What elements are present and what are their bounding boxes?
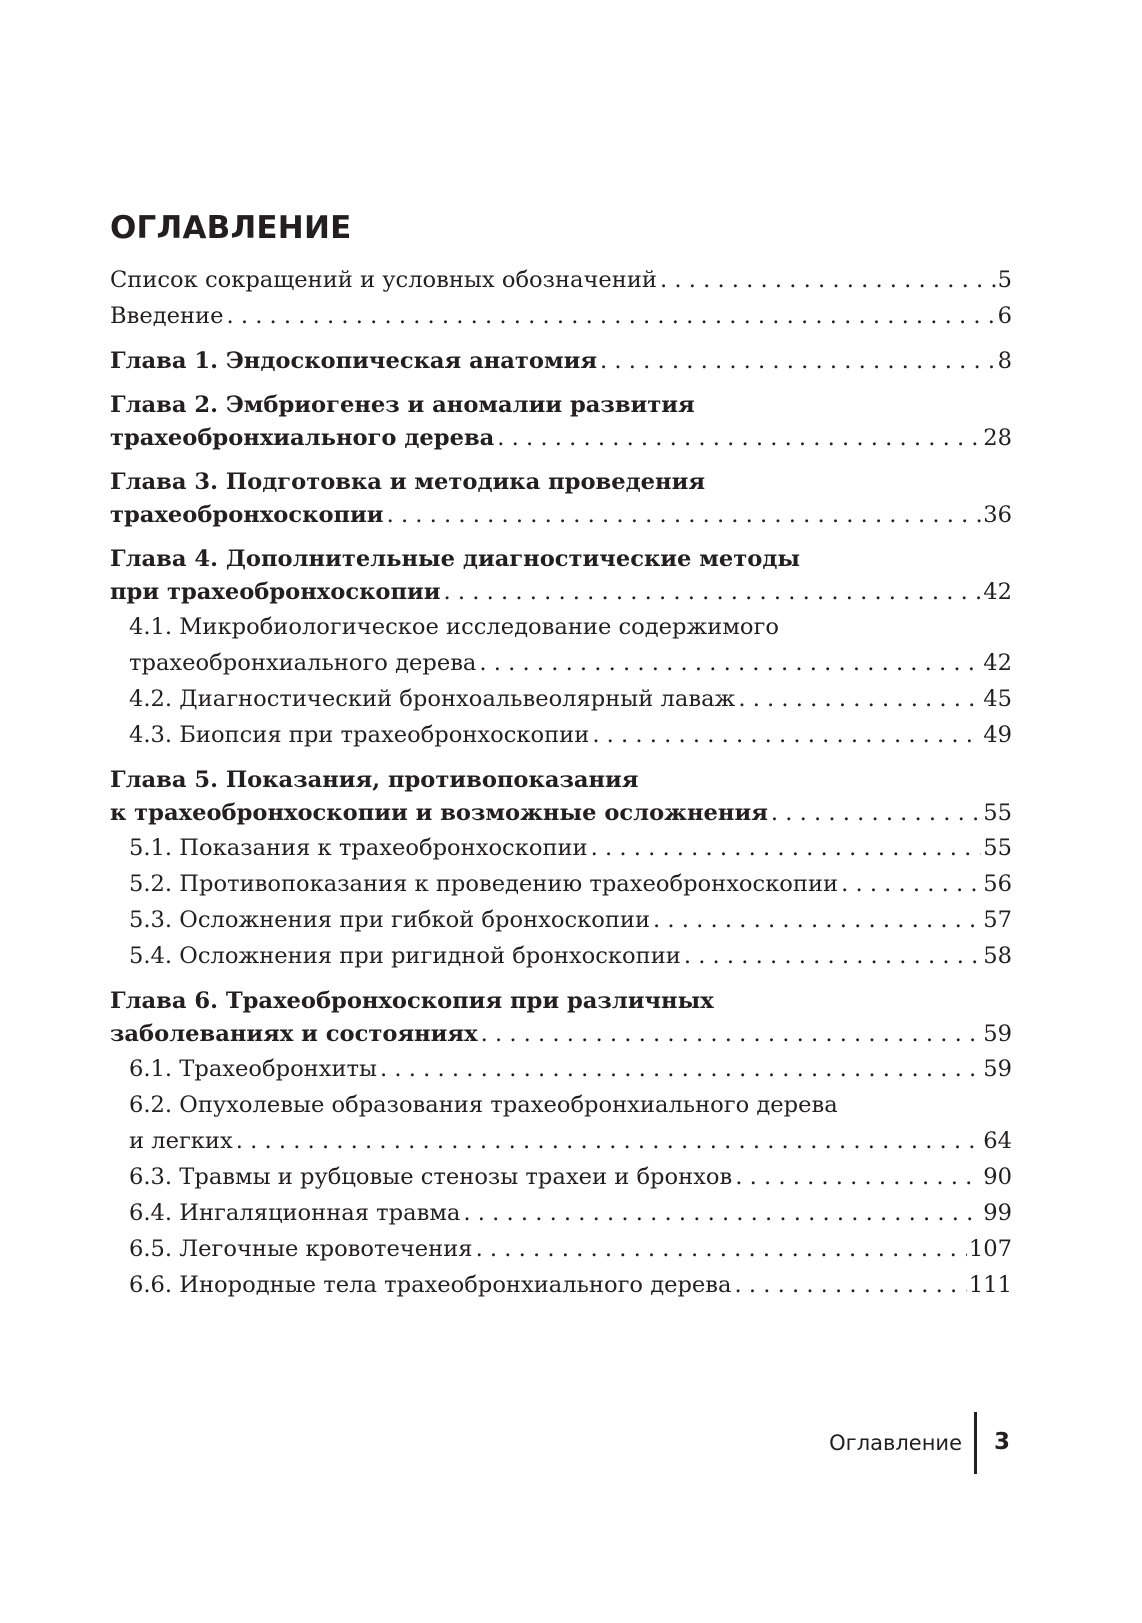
toc-entry-title: 6.3. Травмы и рубцовые стенозы трахеи и бронхов xyxy=(129,1164,733,1190)
toc-page-number: 90 xyxy=(983,1164,1012,1190)
table-of-contents xyxy=(110,262,1012,1303)
dot-leader xyxy=(441,576,982,609)
toc-page-number: 6 xyxy=(997,303,1012,329)
toc-entry-title-line2: к трахеобронхоскопии и возможные осложнения xyxy=(110,800,768,826)
page-number: 3 xyxy=(994,1429,1011,1455)
toc-chapter-2[interactable] xyxy=(110,389,1012,455)
dot-leader xyxy=(735,681,981,717)
dot-leader xyxy=(657,262,996,298)
toc-section-6-6[interactable] xyxy=(110,1267,1012,1303)
dot-leader xyxy=(597,345,996,378)
dot-leader xyxy=(838,866,981,902)
toc-entry-title-line1: Глава 5. Показания, противопоказания xyxy=(110,767,639,793)
dot-leader xyxy=(223,298,995,334)
page-title: ОГЛАВЛЕНИЕ xyxy=(110,210,352,246)
toc-entry-title-line1: 4.1. Микробиологическое исследование содержимого xyxy=(129,614,779,640)
toc-section-6-1[interactable] xyxy=(110,1051,1012,1087)
dot-leader xyxy=(473,1231,967,1267)
toc-page-number: 111 xyxy=(968,1272,1012,1298)
toc-section-5-4[interactable] xyxy=(110,938,1012,974)
dot-leader xyxy=(377,1051,981,1087)
toc-entry-title-line1: Глава 4. Дополнительные диагностические методы xyxy=(110,546,801,572)
toc-page-number: 99 xyxy=(983,1200,1012,1226)
toc-chapter-6[interactable] xyxy=(110,985,1012,1051)
toc-page-number: 5 xyxy=(997,267,1012,293)
toc-page-number: 64 xyxy=(983,1128,1012,1154)
toc-page-number: 107 xyxy=(968,1236,1012,1262)
toc-entry-title: 5.3. Осложнения при гибкой бронхоскопии xyxy=(129,907,651,933)
dot-leader xyxy=(681,938,981,974)
toc-entry-title-line2: при трахеобронхоскопии xyxy=(110,579,441,605)
toc-page-number: 42 xyxy=(983,579,1012,605)
dot-leader xyxy=(233,1123,982,1159)
dot-leader xyxy=(588,830,982,866)
toc-entry-title: 6.5. Легочные кровотечения xyxy=(129,1236,473,1262)
toc-entry-title: 6.6. Инородные тела трахеобронхиального дерева xyxy=(129,1272,732,1298)
toc-entry-introduction[interactable] xyxy=(110,298,1012,334)
toc-section-6-5[interactable] xyxy=(110,1231,1012,1267)
dot-leader xyxy=(460,1195,981,1231)
toc-chapter-4[interactable] xyxy=(110,543,1012,609)
toc-section-4-1[interactable] xyxy=(110,609,1012,681)
toc-entry-title-line2: трахеобронхиального дерева xyxy=(110,425,495,451)
toc-page-number: 55 xyxy=(983,835,1012,861)
toc-entry-title-line2: трахеобронхоскопии xyxy=(110,502,384,528)
dot-leader xyxy=(768,797,981,830)
toc-page-number: 59 xyxy=(983,1021,1012,1047)
toc-section-4-2[interactable] xyxy=(110,681,1012,717)
toc-page-number: 42 xyxy=(983,650,1012,676)
footer-divider xyxy=(974,1412,977,1474)
toc-page-number: 55 xyxy=(983,800,1012,826)
toc-page-number: 57 xyxy=(983,907,1012,933)
dot-leader xyxy=(732,1159,981,1195)
toc-entry-title-line2: трахеобронхиального дерева xyxy=(129,650,477,676)
toc-page-number: 8 xyxy=(997,348,1012,374)
toc-section-5-3[interactable] xyxy=(110,902,1012,938)
toc-entry-abbreviations[interactable] xyxy=(110,262,1012,298)
toc-chapter-5[interactable] xyxy=(110,764,1012,830)
toc-chapter-1[interactable] xyxy=(110,345,1012,378)
toc-entry-title-line2: и легких xyxy=(129,1128,233,1154)
toc-section-5-2[interactable] xyxy=(110,866,1012,902)
toc-entry-title: Глава 1. Эндоскопическая анатомия xyxy=(110,348,598,374)
toc-page-number: 36 xyxy=(983,502,1012,528)
toc-entry-title-line1: Глава 2. Эмбриогенез и аномалии развития xyxy=(110,392,695,418)
dot-leader xyxy=(589,717,981,753)
toc-section-4-3[interactable] xyxy=(110,717,1012,753)
toc-entry-title-line1: Глава 6. Трахеобронхоскопия при различных xyxy=(110,988,714,1014)
running-footer-section: Оглавление xyxy=(829,1431,962,1455)
toc-entry-title: 6.4. Ингаляционная травма xyxy=(129,1200,461,1226)
toc-page-number: 28 xyxy=(983,425,1012,451)
toc-section-6-2[interactable] xyxy=(110,1087,1012,1159)
toc-page-number: 58 xyxy=(983,943,1012,969)
toc-chapter-3[interactable] xyxy=(110,466,1012,532)
toc-page-number: 56 xyxy=(983,871,1012,897)
toc-page-number: 49 xyxy=(983,722,1012,748)
toc-section-6-4[interactable] xyxy=(110,1195,1012,1231)
dot-leader xyxy=(384,499,982,532)
toc-section-5-1[interactable] xyxy=(110,830,1012,866)
toc-entry-title-line2: заболеваниях и состояниях xyxy=(110,1021,478,1047)
dot-leader xyxy=(476,645,981,681)
toc-entry-title-line1: 6.2. Опухолевые образования трахеобронхиального дерева xyxy=(129,1092,838,1118)
toc-entry-title: Список сокращений и условных обозначений xyxy=(110,267,657,293)
toc-entry-title-line1: Глава 3. Подготовка и методика проведения xyxy=(110,469,706,495)
dot-leader xyxy=(732,1267,967,1303)
page-footer xyxy=(0,1412,1142,1474)
toc-entry-title: 5.2. Противопоказания к проведению трахеобронхоскопии xyxy=(129,871,839,897)
dot-leader xyxy=(494,422,981,455)
dot-leader xyxy=(650,902,981,938)
toc-entry-title: 5.1. Показания к трахеобронхоскопии xyxy=(129,835,588,861)
toc-entry-title: 5.4. Осложнения при ригидной бронхоскопии xyxy=(129,943,681,969)
toc-section-6-3[interactable] xyxy=(110,1159,1012,1195)
toc-entry-title: 4.3. Биопсия при трахеобронхоскопии xyxy=(129,722,590,748)
toc-page-number: 59 xyxy=(983,1056,1012,1082)
toc-page-number: 45 xyxy=(983,686,1012,712)
toc-entry-title: 6.1. Трахеобронхиты xyxy=(129,1056,378,1082)
dot-leader xyxy=(478,1018,982,1051)
toc-entry-title: 4.2. Диагностический бронхоальвеолярный лаваж xyxy=(129,686,736,712)
toc-entry-title: Введение xyxy=(110,303,224,329)
